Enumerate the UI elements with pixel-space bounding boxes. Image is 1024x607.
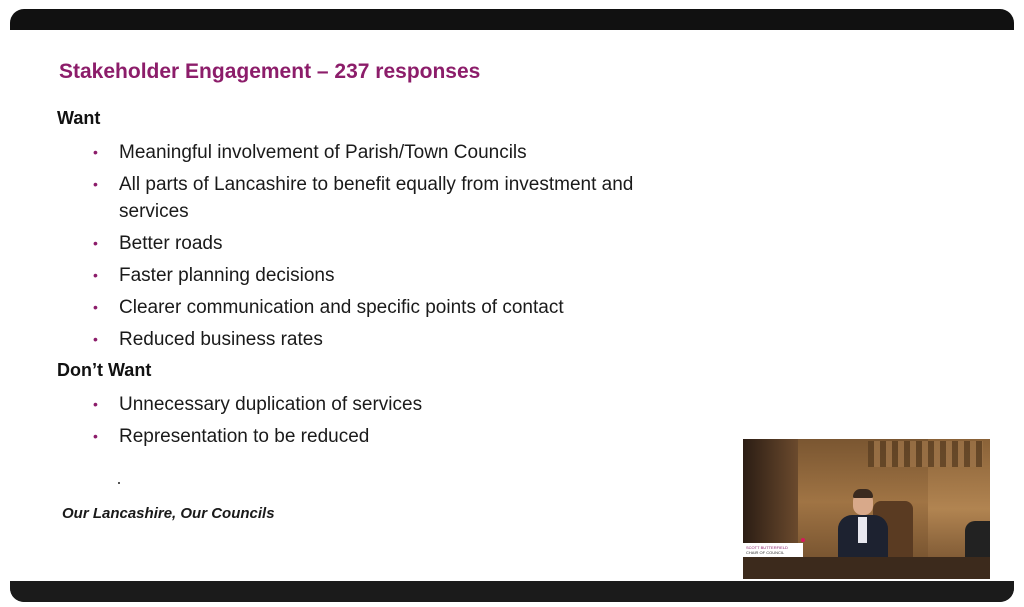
stray-mark	[118, 482, 120, 484]
want-heading: Want	[57, 108, 101, 128]
bullet-icon: •	[93, 267, 98, 283]
list-item: • Clearer communication and specific points of contact	[93, 294, 649, 321]
list-item: • Reduced business rates	[93, 326, 649, 353]
speaker-shirt	[858, 517, 867, 543]
dont-want-list	[93, 391, 649, 455]
list-item: • Better roads	[93, 230, 649, 257]
list-item: • Unnecessary duplication of services	[93, 391, 649, 418]
list-item: • Faster planning decisions	[93, 262, 649, 289]
dont-want-heading: Don’t Want	[57, 360, 152, 380]
microphone-icon	[801, 538, 805, 542]
list-item: • Representation to be reduced	[93, 423, 649, 450]
wood-carving	[868, 441, 983, 467]
bullet-icon: •	[93, 428, 98, 444]
bullet-icon: •	[93, 299, 98, 315]
speaker-hair	[853, 489, 873, 498]
presentation-slide	[10, 30, 1014, 581]
desk	[743, 557, 990, 579]
video-player-frame	[10, 9, 1014, 602]
bullet-icon: •	[93, 176, 98, 192]
webcam-inset	[743, 439, 990, 579]
caption-role: CHAIR OF COUNCIL	[746, 550, 785, 555]
list-item: • Meaningful involvement of Parish/Town Councils	[93, 139, 649, 166]
list-item: • All parts of Lancashire to benefit equally from investment and services	[93, 171, 659, 225]
want-list	[93, 139, 659, 358]
player-control-bar[interactable]	[10, 581, 1014, 602]
bullet-icon: •	[93, 144, 98, 160]
slide-title: Stakeholder Engagement – 237 responses	[59, 60, 481, 83]
speaker-caption	[743, 543, 803, 557]
slide-footer: Our Lancashire, Our Councils	[62, 505, 275, 522]
caption-name: SCOTT BUTTERFIELD	[746, 545, 788, 550]
bullet-icon: •	[93, 331, 98, 347]
bullet-icon: •	[93, 235, 98, 251]
bullet-icon: •	[93, 396, 98, 412]
